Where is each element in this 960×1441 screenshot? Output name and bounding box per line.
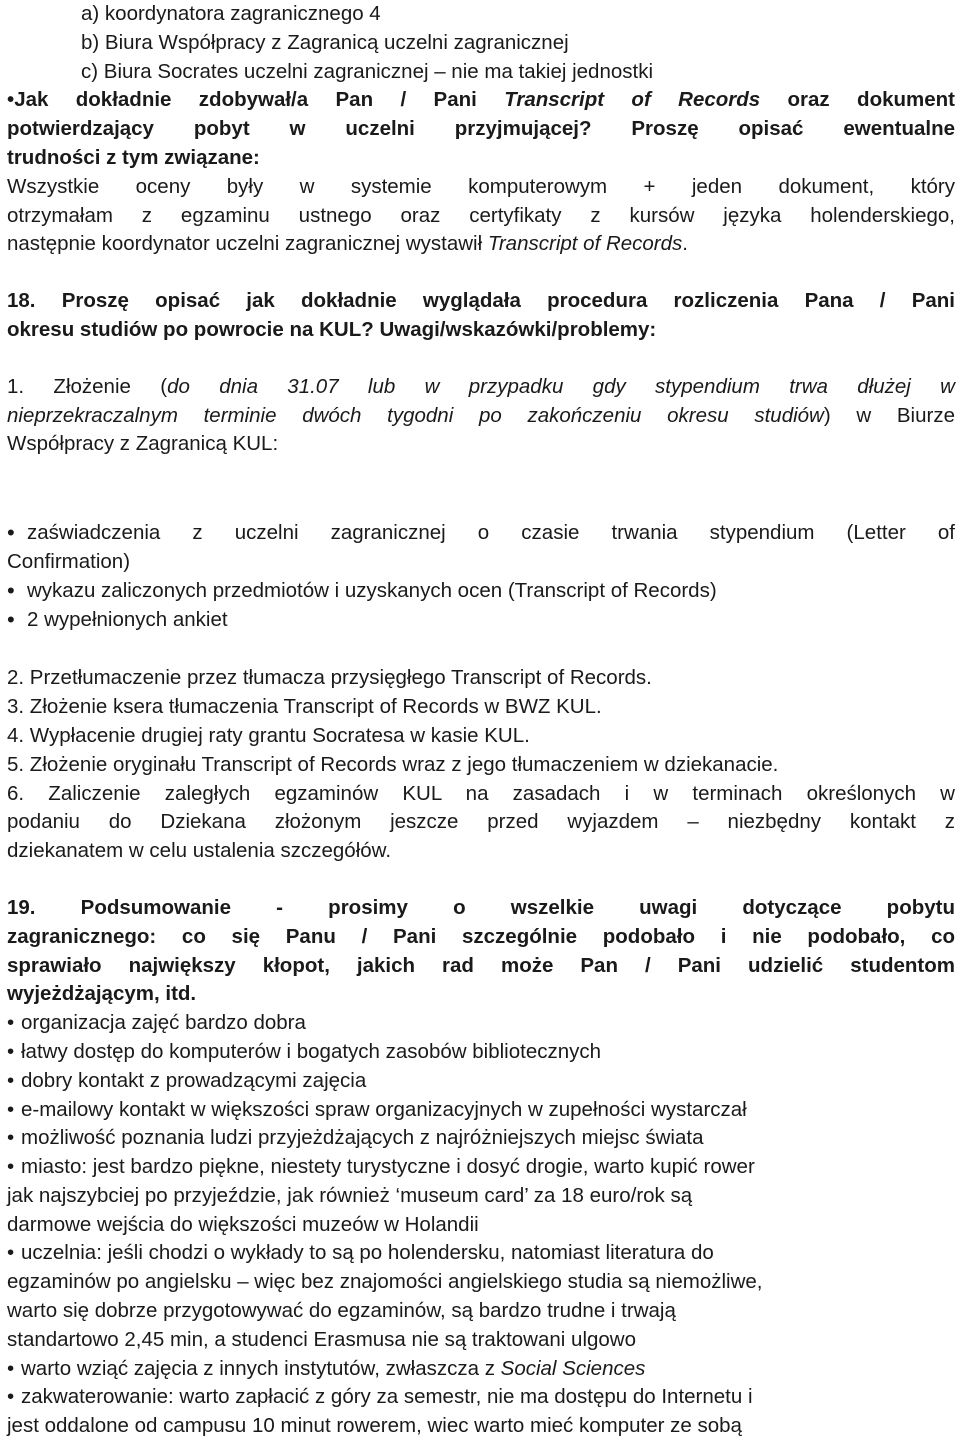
bullet-icon: • [7,1097,15,1121]
list-item-cont: egzaminów po angielsku – więc bez znajomości angielskiego studia są niemożliwe, [7,1270,763,1294]
list-item: • wykazu zaliczonych przedmiotów i uzyskanych ocen (Transcript of Records) [7,577,955,606]
step-4: 4. Wypłacenie drugiej raty grantu Socratesa w kasie KUL. [7,723,530,747]
bullet-icon: • [7,1126,15,1150]
question-19-line2: zagranicznego: co się Panu / Pani szczególnie podobało i nie podobało, co [7,924,955,948]
option-c: c) Biura Socrates uczelni zagranicznej – nie ma takiej jednostki [81,59,653,83]
option-a: a) koordynatora zagranicznego 4 [81,2,381,25]
list-item-cont: Confirmation) [7,549,131,573]
step-3: 3. Złożenie ksera tłumaczenia Transcript of Records w BWZ KUL. [7,695,602,719]
bullet-icon: • [7,1241,15,1265]
list-item-cont: standartowo 2,45 min, a studenci Erasmusa nie są traktowani ulgowo [7,1327,637,1351]
step-6: 6. Zaliczenie zaległych egzaminów KUL na zasadach i w terminach określonych w [7,781,955,805]
list-item: • zakwaterowanie: warto zapłacić z góry za semestr, nie ma dostępu do Internetu i [7,1383,955,1412]
question-19-line3: sprawiało największy kłopot, jakich rad może Pan / Pani udzielić studentom [7,953,955,977]
list-item: • uczelnia: jeśli chodzi o wykłady to są po holendersku, natomiast literatura do [7,1239,955,1268]
list-item: • organizacja zajęć bardzo dobra [7,1009,955,1038]
bullet-icon: • [7,577,15,603]
step-1-line2: nieprzekraczalnym terminie dwóch tygodni po zakończeniu okresu studiów) w Biurze [7,403,955,427]
step-1-line3: Współpracy z Zagranicą KUL: [7,432,279,456]
list-item: • 2 wypełnionych ankiet [7,606,955,635]
step-6-line2: podaniu do Dziekana złożonym jeszcze przed wyjazdem – niezbędny kontakt z [7,810,955,834]
list-item: • dobry kontakt z prowadzącymi zajęcia [7,1067,955,1096]
list-item-cont: darmowe wejścia do większości muzeów w Holandii [7,1212,479,1236]
bullet-icon: • [7,1011,15,1035]
step-6-line3: dziekanatem w celu ustalenia szczegółów. [7,839,392,863]
answer-line: Wszystkie oceny były w systemie komputerowym + jeden dokument, który [7,174,955,198]
question-transcript-line3: trudności z tym związane: [7,145,260,169]
bullet-icon: • [7,1385,15,1409]
question-18-line2: okresu studiów po powrocie na KUL? Uwagi/wskazówki/problemy: [7,317,657,341]
answer-line: otrzymałam z egzaminu ustnego oraz certyfikaty z kursów języka holenderskiego, [7,203,955,227]
question-transcript: •Jak dokładnie zdobywał/a Pan / Pani Transcript of Records oraz dokument [7,88,955,112]
bullet-icon: • [7,1356,15,1380]
list-item: • łatwy dostęp do komputerów i bogatych zasobów bibliotecznych [7,1038,955,1067]
list-item: • e-mailowy kontakt w większości spraw organizacyjnych w zupełności wystarczał [7,1096,955,1125]
question-transcript-line2: potwierdzający pobyt w uczelni przyjmującej? Proszę opisać ewentualne [7,117,955,141]
bullet-icon: • [7,1068,15,1092]
list-item: • możliwość poznania ludzi przyjeżdżających z najróżniejszych miejsc świata [7,1124,955,1153]
list-item-cont: warto się dobrze przygotowywać do egzaminów, są bardzo trudne i trwają [7,1299,676,1323]
list-item-cont: jest oddalone od campusu 10 minut rowerem, wiec warto mieć komputer ze sobą [7,1414,742,1438]
document-page [7,0,955,1441]
answer-line: następnie koordynator uczelni zagranicznej wystawił Transcript of Records. [7,232,688,256]
list-item: • zaświadczenia z uczelni zagranicznej o czasie trwania stypendium (Letter of [7,519,955,548]
step-5: 5. Złożenie oryginału Transcript of Records wraz z jego tłumaczeniem w dziekanacie. [7,752,779,776]
question-18: 18. Proszę opisać jak dokładnie wyglądała procedura rozliczenia Pana / Pani [7,289,955,313]
option-b: b) Biura Współpracy z Zagranicą uczelni zagranicznej [81,30,569,54]
list-item: • warto wziąć zajęcia z innych instytutów, zwłaszcza z Social Sciences [7,1355,955,1384]
question-19-line4: wyjeżdżającym, itd. [7,982,197,1006]
bullet-icon: • [7,606,15,632]
bullet-icon: • [7,1155,15,1179]
question-19: 19. Podsumowanie - prosimy o wszelkie uwagi dotyczące pobytu [7,895,955,919]
bullet-icon: • [7,88,15,112]
bullet-icon: • [7,1039,15,1063]
list-item: • miasto: jest bardzo piękne, niestety turystyczne i dosyć drogie, warto kupić rower [7,1153,955,1182]
list-item-cont: jak najszybciej po przyjeździe, jak również ‘museum card’ za 18 euro/rok są [7,1183,693,1207]
bullet-icon: • [7,520,15,546]
step-2: 2. Przetłumaczenie przez tłumacza przysięgłego Transcript of Records. [7,666,652,690]
step-1: 1. Złożenie (do dnia 31.07 lub w przypadku gdy stypendium trwa dłużej w [7,374,955,398]
